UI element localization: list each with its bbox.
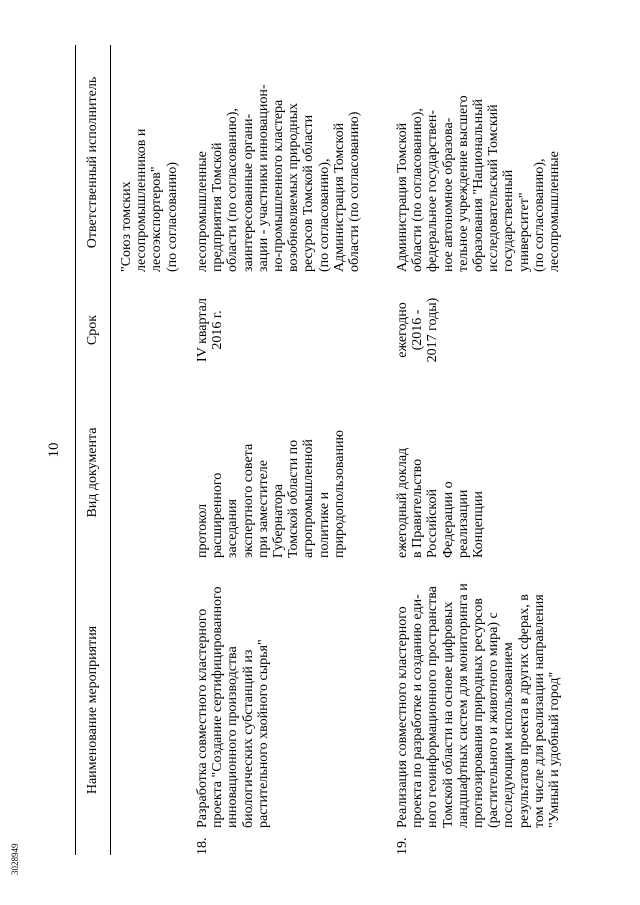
header-deadline: Срок bbox=[85, 314, 100, 346]
row-deadline bbox=[195, 283, 225, 377]
text-line: университет" bbox=[516, 192, 532, 272]
header-bottom-rule bbox=[110, 45, 111, 855]
document-code: 3028949 bbox=[10, 843, 20, 875]
text-line: лесоэкспортеров" bbox=[149, 166, 165, 272]
text-line: при заместителе bbox=[255, 459, 271, 558]
text-line: протокол bbox=[195, 503, 210, 558]
text-line: лесопромышленные bbox=[547, 151, 563, 272]
text-line: тельное учреждение высшего bbox=[455, 95, 471, 272]
text-line: ландшафтных систем для мониторинга и bbox=[455, 583, 471, 828]
text-line: биологических субстанций из bbox=[240, 649, 256, 828]
text-line: ного геоинформационного пространства bbox=[425, 586, 441, 828]
text-line: Реализация совместного кластерного bbox=[395, 606, 410, 828]
row-doc-type bbox=[195, 430, 347, 558]
text-line: "Умный и удобный город" bbox=[547, 671, 563, 828]
text-line: растительного хвойного сырья" bbox=[255, 639, 271, 828]
continuation-executor bbox=[119, 129, 180, 272]
text-line: лесопромышленные bbox=[195, 151, 210, 272]
row-number: 19. bbox=[395, 837, 410, 855]
text-line: Разработка совместного кластерного bbox=[195, 608, 210, 828]
text-line: Томской области по bbox=[286, 439, 302, 558]
text-line: ное автономное образова- bbox=[440, 117, 456, 272]
text-line: но-промышленного кластера bbox=[271, 99, 287, 272]
text-line: возобновляемых природных bbox=[286, 102, 302, 272]
row-deadline bbox=[395, 283, 441, 377]
text-line: IV квартал bbox=[195, 298, 210, 362]
text-line: природопользованию bbox=[331, 430, 347, 558]
text-line: Губернатора bbox=[271, 483, 287, 558]
rotated-page bbox=[45, 45, 610, 855]
header-name: Наименование мероприятия bbox=[85, 625, 100, 795]
text-line: области (по согласованию), bbox=[225, 108, 241, 272]
text-line: лесопромышленников и bbox=[134, 128, 150, 272]
text-line: реализации bbox=[455, 489, 471, 558]
header-doc-type: Вид документа bbox=[85, 427, 100, 518]
text-line: заинтересованные органи- bbox=[240, 113, 256, 272]
text-line: результатов проекта в других сферах, в bbox=[516, 594, 532, 828]
text-line: образования "Национальный bbox=[471, 99, 487, 272]
page-number: 10 bbox=[46, 442, 62, 458]
text-line: проекта по разработке и созданию еди- bbox=[410, 594, 426, 828]
row-executor bbox=[195, 84, 362, 272]
text-line: 2017 годы) bbox=[425, 297, 441, 363]
text-line: Федерации о bbox=[440, 481, 456, 558]
text-line: (по согласованию), bbox=[316, 158, 332, 272]
row-name bbox=[195, 587, 271, 828]
text-line: том числе для реализации направления bbox=[531, 594, 547, 828]
row-number: 18. bbox=[195, 837, 210, 855]
text-line: последующим использованием bbox=[501, 642, 517, 828]
text-line: "Союз томских bbox=[119, 181, 134, 272]
row-doc-type bbox=[395, 448, 486, 558]
text-line: предприятия Томской bbox=[210, 142, 226, 272]
text-line: (2016 - bbox=[410, 309, 426, 351]
text-line: исследовательский Томский bbox=[486, 104, 502, 272]
text-line: проекта "Создание сертифицированного bbox=[210, 586, 226, 828]
text-line: политике и bbox=[316, 491, 332, 558]
text-line: прогнозирования природных ресурсов bbox=[471, 598, 487, 828]
text-line: Российской bbox=[425, 489, 441, 558]
row-name bbox=[395, 583, 562, 828]
text-line: Администрация Томской bbox=[331, 122, 347, 272]
text-line: зации - участники инновацион- bbox=[255, 84, 271, 272]
text-line: расширенного bbox=[210, 472, 226, 558]
text-line: ресурсов Томской области bbox=[301, 114, 317, 272]
text-line: Томской области на основе цифровых bbox=[440, 601, 456, 828]
text-line: ежегодно bbox=[395, 302, 410, 358]
text-line: ежегодный доклад bbox=[395, 447, 410, 558]
row-executor bbox=[395, 95, 562, 272]
text-line: агропромышленной bbox=[301, 439, 317, 558]
text-line: федеральное государствен- bbox=[425, 110, 441, 272]
text-line: (растительного и животного мира) с bbox=[486, 612, 502, 828]
header-executor: Ответственный исполнитель bbox=[85, 76, 100, 249]
text-line: (по согласованию), bbox=[531, 158, 547, 272]
text-line: государственный bbox=[501, 169, 517, 272]
text-line: 2016 г. bbox=[210, 310, 226, 350]
text-line: экспертного совета bbox=[240, 443, 256, 558]
text-line: Концепции bbox=[471, 491, 487, 558]
text-line: (по согласованию) bbox=[164, 161, 180, 272]
text-line: заседания bbox=[225, 499, 241, 558]
text-line: в Правительство bbox=[410, 458, 426, 558]
text-line: Администрация Томской bbox=[395, 122, 410, 272]
text-line: области (по согласованию), bbox=[410, 108, 426, 272]
text-line: области (по согласованию) bbox=[347, 111, 363, 272]
text-line: инновационного производства bbox=[225, 646, 241, 828]
